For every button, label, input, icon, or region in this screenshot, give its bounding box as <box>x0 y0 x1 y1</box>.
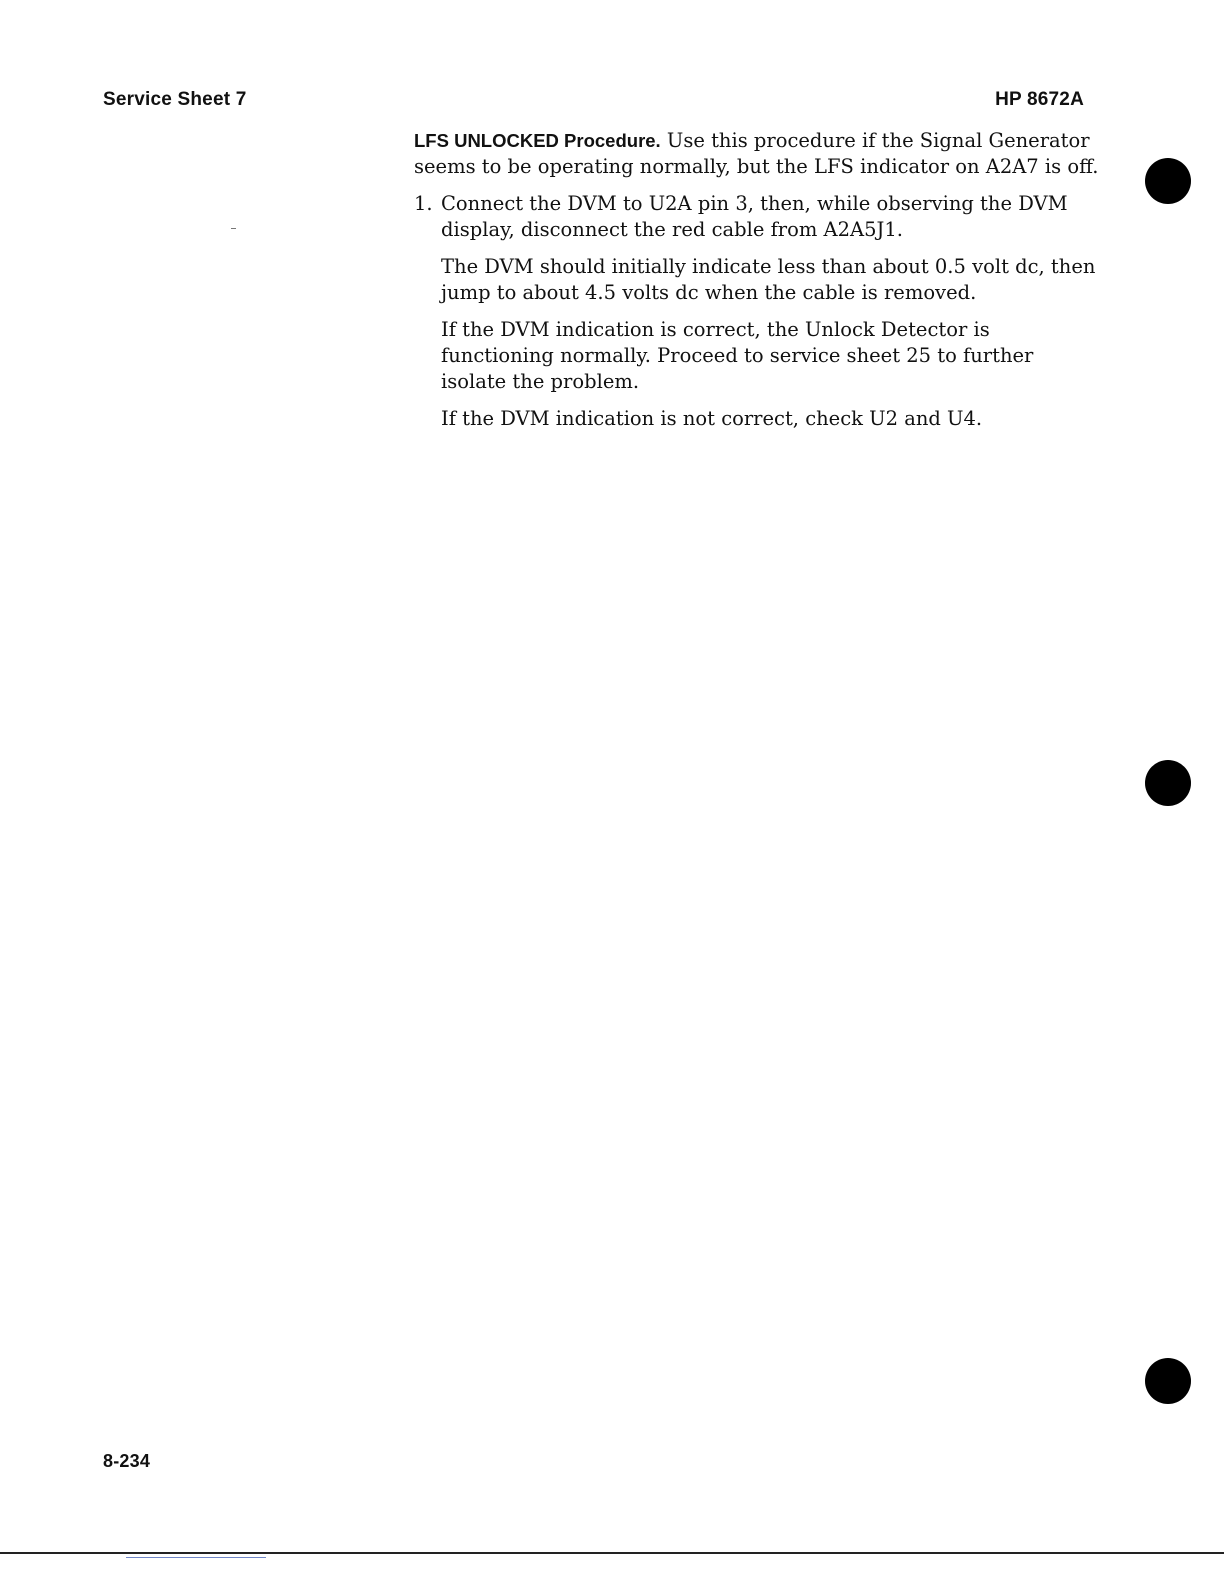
section-title: Service Sheet 7 <box>103 89 247 110</box>
page-number: 8-234 <box>103 1451 151 1471</box>
binder-hole-middle <box>1145 760 1191 806</box>
bottom-rule <box>0 1552 1224 1554</box>
intro-text: Use this procedure if the Signal Generator seems to be operating normally, but the LFS indicator on A2A7 is off. <box>414 129 1099 178</box>
step-number: 1. <box>414 192 433 215</box>
bottom-accent-line <box>126 1557 266 1558</box>
binder-hole-bottom <box>1145 1358 1191 1404</box>
procedure-body <box>414 128 1104 443</box>
intro-paragraph <box>414 128 1104 180</box>
step-1 <box>414 191 1104 243</box>
procedure-lead-in: LFS UNLOCKED Procedure. <box>414 130 661 151</box>
expected-result-paragraph: The DVM should initially indicate less than about 0.5 volt dc, then jump to about 4.5 volts dc when the cable is removed. <box>441 255 1096 304</box>
step-text: Connect the DVM to U2A pin 3, then, while observing the DVM display, disconnect the red cable from A2A5J1. <box>441 192 1068 241</box>
binder-hole-top <box>1145 158 1191 204</box>
scan-speck <box>231 228 236 229</box>
incorrect-indication-paragraph: If the DVM indication is not correct, check U2 and U4. <box>441 407 983 430</box>
model-title: HP 8672A <box>995 89 1084 110</box>
correct-indication-paragraph: If the DVM indication is correct, the Unlock Detector is functioning normally. Proceed to service sheet 25 to further isolate the problem. <box>441 318 1034 393</box>
